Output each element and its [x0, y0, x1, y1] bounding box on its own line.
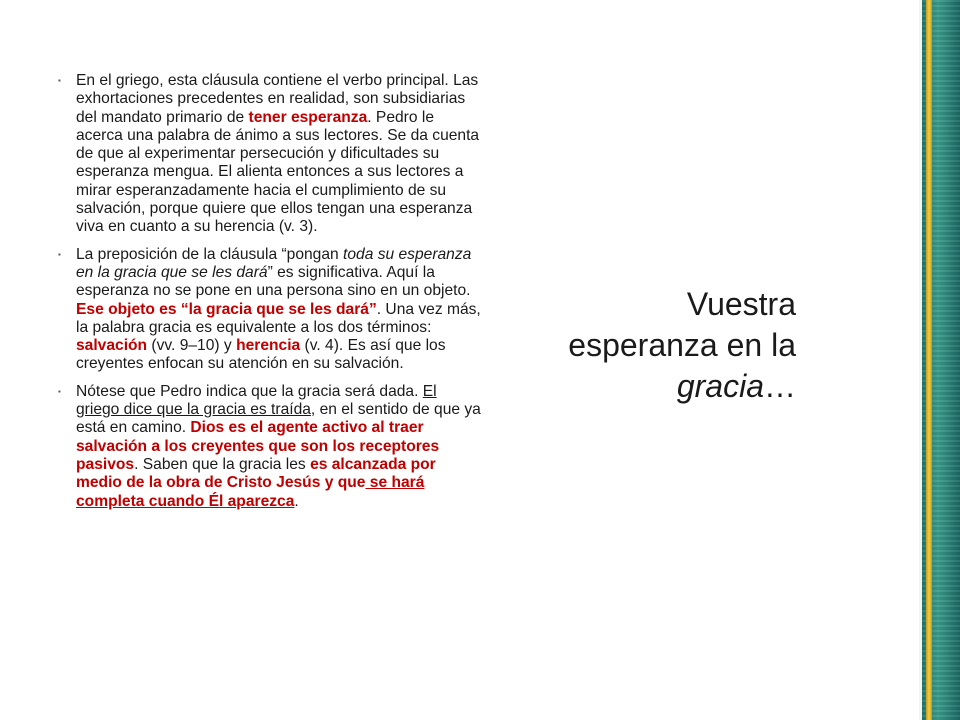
square-bullet-icon: ▪	[58, 76, 61, 85]
highlight-text: Ese objeto es “la gracia que se les dará”	[76, 300, 377, 318]
italic-quote: toda su esperanza en la gracia que se les dará	[76, 245, 472, 281]
text-run: (vv. 9–10) y	[147, 337, 237, 355]
text-run: La preposición de la cláusula “pongan	[76, 245, 344, 263]
text-run: . Saben que la gracia les	[134, 455, 311, 473]
text-run: . Una vez más, la palabra gracia es equivalente a los dos términos:	[76, 300, 481, 336]
bullet-item	[58, 383, 482, 511]
title-line: esperanza en la	[568, 327, 796, 363]
text-run: .	[294, 492, 299, 510]
highlight-underlined-text: se hará completa cuando Él aparezca	[76, 474, 425, 510]
square-bullet-icon: ▪	[58, 386, 61, 396]
title-italic-word: gracia	[676, 368, 764, 404]
text-run: . Pedro le acerca una palabra de ánimo a sus lectores. Se da cuenta de que al experimentar persecución y dificultades su esperanza mengua. El alienta entonces a sus lectores a mirar esperanzadamente hacia el cumplimiento de su salvación, porque quiere que ellos tengan una esperanza viva en cuanto a su herencia (v. 3).	[76, 108, 480, 236]
text-run: En el griego, esta cláusula contiene el verbo principal. Las exhortaciones precedentes en realidad, son subsidiarias del mandato primario de	[76, 72, 479, 126]
sidebar-white-rule	[919, 0, 922, 720]
highlight-text: tener esperanza	[248, 108, 368, 126]
title-line: Vuestra	[686, 286, 796, 322]
bullet-item	[58, 72, 482, 237]
highlight-text: Dios es el agente activo al traer salvación a los creyentes que son los receptores pasivos	[76, 419, 440, 473]
text-run: Nótese que Pedro indica que la gracia será dada.	[76, 382, 423, 400]
bullet-item	[58, 246, 482, 374]
sidebar-gold-rule	[926, 0, 932, 720]
highlight-text: salvación	[76, 337, 148, 355]
bullet-text	[76, 72, 482, 237]
bullet-list	[58, 72, 482, 520]
bullet-text	[76, 383, 482, 511]
text-run: , en el sentido de que ya está en camino.	[76, 401, 481, 437]
title-line	[496, 366, 796, 407]
highlight-text: herencia	[236, 337, 301, 355]
text-run: (v. 4). Es así que los creyentes enfocan su atención en su salvación.	[76, 337, 446, 373]
slide-title	[496, 284, 796, 407]
bullet-text	[76, 246, 482, 374]
title-ellipsis: …	[764, 368, 796, 404]
square-bullet-icon: ▪	[58, 249, 61, 259]
underlined-text: El griego dice que la gracia es traída	[76, 382, 437, 419]
text-run: ” es significativa. Aquí la esperanza no se pone en una persona sino en un objeto.	[76, 263, 471, 300]
highlight-text: es alcanzada por medio de la obra de Cristo Jesús y que	[76, 455, 436, 492]
